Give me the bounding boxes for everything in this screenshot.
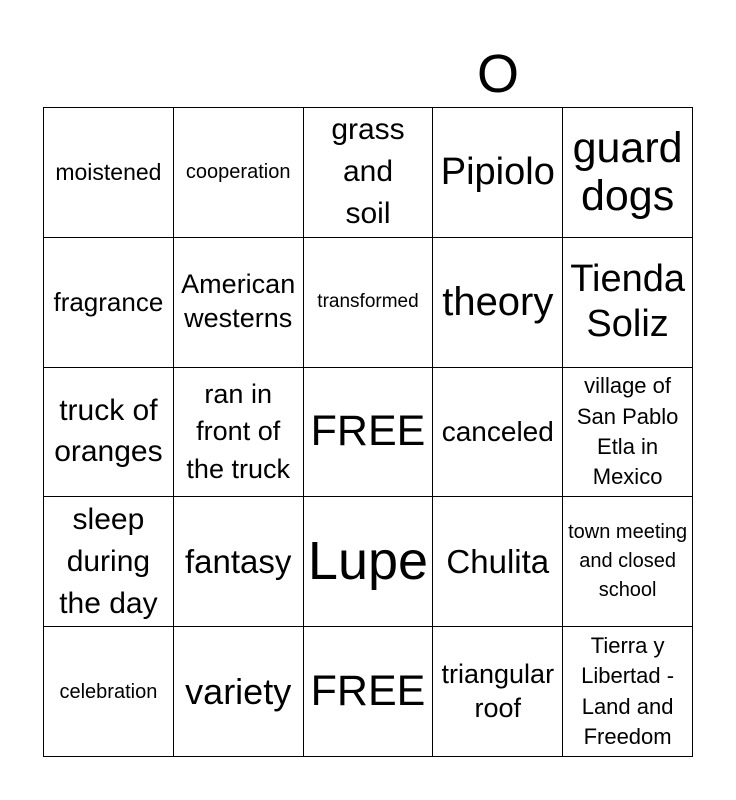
bingo-header (43, 40, 693, 108)
cell-text: ran in front of the truck (186, 379, 290, 484)
header-letter-3 (303, 40, 433, 108)
cell-text: Pipiolo (440, 150, 555, 193)
bingo-cell-r1c3[interactable] (304, 108, 434, 238)
bingo-cell-r3c5[interactable] (563, 368, 693, 498)
bingo-cell-r4c1[interactable] (44, 497, 174, 627)
cell-text: Tierra y Libertad - Land and Freedom (581, 632, 675, 749)
cell-text: fantasy (184, 542, 292, 580)
bingo-cell-r1c4[interactable] (433, 108, 563, 238)
bingo-cell-r3c3[interactable] (304, 368, 434, 498)
free-space: FREE (310, 407, 426, 456)
bingo-cell-r5c2[interactable] (174, 627, 304, 757)
cell-text: Lupe (307, 531, 429, 592)
cell-text: American westerns (181, 269, 296, 334)
bingo-cell-r5c1[interactable] (44, 627, 174, 757)
bingo-cell-r2c2[interactable] (174, 238, 304, 368)
cell-text: village of San Pablo Etla in Mexico (576, 373, 679, 490)
cell-text: town meeting and closed school (568, 521, 688, 602)
cell-text: triangular roof (441, 658, 555, 723)
cell-text: moistened (55, 158, 162, 185)
cell-text: Chulita (446, 542, 550, 580)
cell-text: variety (185, 671, 292, 712)
cell-text: cooperation (185, 161, 291, 184)
bingo-cell-r4c3[interactable] (304, 497, 434, 627)
bingo-cell-r2c3[interactable] (304, 238, 434, 368)
bingo-cell-r4c5[interactable] (563, 497, 693, 627)
bingo-cell-r5c3[interactable] (304, 627, 434, 757)
header-letter-o: O (477, 44, 520, 104)
header-letter-1 (43, 40, 173, 108)
bingo-cell-r3c1[interactable] (44, 368, 174, 498)
bingo-cell-r1c2[interactable] (174, 108, 304, 238)
bingo-cell-r3c2[interactable] (174, 368, 304, 498)
bingo-board (43, 107, 693, 757)
cell-text: guard dogs (572, 124, 683, 221)
cell-text: sleep during the day (59, 502, 158, 620)
header-letter-2 (173, 40, 303, 108)
bingo-cell-r1c1[interactable] (44, 108, 174, 238)
cell-text: celebration (59, 680, 158, 703)
bingo-cell-r4c2[interactable] (174, 497, 304, 627)
bingo-cell-r5c5[interactable] (563, 627, 693, 757)
cell-text: Tienda Soliz (570, 257, 685, 346)
cell-text: theory (442, 280, 554, 325)
cell-text: truck of oranges (54, 394, 163, 468)
cell-text: transformed (317, 290, 419, 312)
bingo-cell-r3c4[interactable] (433, 368, 563, 498)
bingo-cell-r1c5[interactable] (563, 108, 693, 238)
bingo-cell-r2c4[interactable] (433, 238, 563, 368)
cell-text: canceled (441, 416, 554, 448)
cell-text: grass and soil (331, 113, 405, 231)
free-space: FREE (310, 666, 426, 715)
cell-text: fragrance (53, 286, 164, 317)
bingo-cell-r2c1[interactable] (44, 238, 174, 368)
bingo-cell-r4c4[interactable] (433, 497, 563, 627)
bingo-cell-r5c4[interactable] (433, 627, 563, 757)
bingo-cell-r2c5[interactable] (563, 238, 693, 368)
